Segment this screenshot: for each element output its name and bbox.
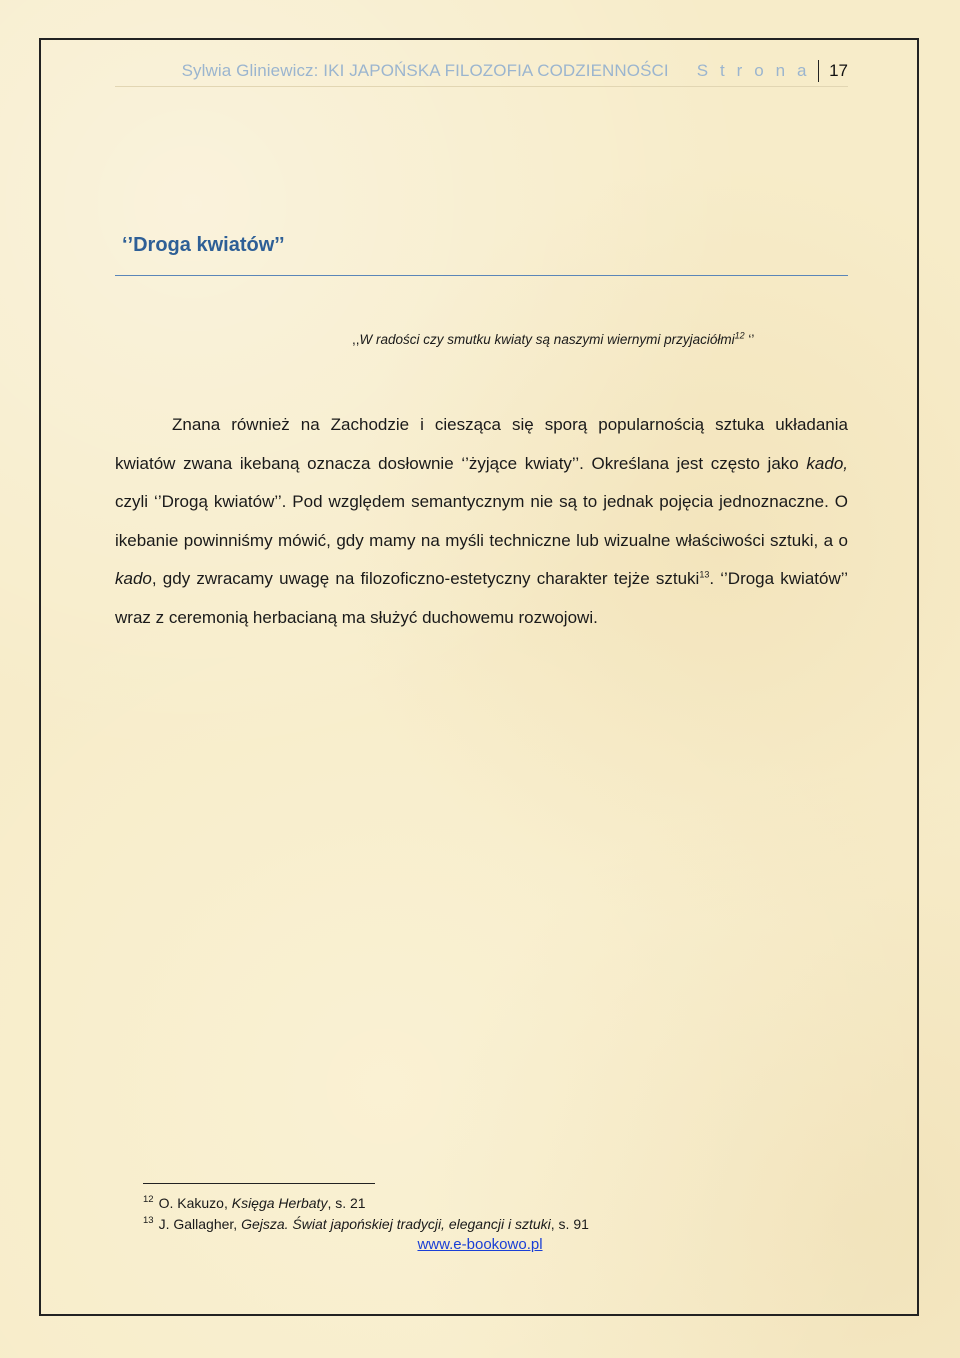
body-text-1: Znana również na Zachodzie i ciesząca się sporą popularnością sztuka układania kwiatów zwana ikebaną oznacza dosłownie ‘’żyjące kwiaty’’. Określana jest często jako	[115, 415, 848, 473]
title-rule	[115, 275, 848, 276]
page-header	[115, 58, 848, 84]
body-paragraph	[115, 406, 848, 637]
footnote-book-title: Gejsza. Świat japońskiej tradycji, elegancji i sztuki	[241, 1216, 551, 1232]
body-text-3: , gdy zwracamy uwagę na filozoficzno-estetyczny charakter tejże sztuki	[151, 569, 700, 588]
footnote-ref-12[interactable]: 12	[734, 330, 745, 341]
term-kado-1: kado,	[806, 453, 848, 473]
footnote-13	[143, 1214, 589, 1235]
page-number: 17	[829, 61, 848, 80]
footnote-number: 13	[143, 1215, 154, 1227]
footnotes	[143, 1193, 589, 1235]
footnote-author: O. Kakuzo,	[158, 1195, 232, 1211]
epigraph-open-quote: ,,	[352, 332, 360, 347]
footer	[0, 1236, 960, 1253]
footnote-number: 12	[143, 1194, 154, 1206]
footnote-rule	[143, 1183, 375, 1184]
epigraph-text: W radości czy smutku kwiaty są naszymi wiernymi przyjaciółmi	[359, 332, 735, 347]
website-link[interactable]: www.e-bookowo.pl	[417, 1236, 543, 1253]
header-rule	[115, 86, 848, 87]
section-title: ‘’Droga kwiatów’’	[122, 234, 285, 256]
page-frame	[39, 38, 919, 1316]
footnote-author: J. Gallagher,	[158, 1216, 242, 1232]
footnote-ref-13[interactable]: 13	[699, 569, 710, 580]
body-text-4: . ‘’Droga kwiatów’’ wraz z ceremonią herbacianą ma służyć duchowemu rozwojowi.	[115, 569, 848, 627]
term-kado-2: kado	[115, 569, 152, 588]
footnote-page: , s. 91	[550, 1216, 589, 1232]
header-separator	[818, 60, 819, 82]
footnote-12	[143, 1193, 589, 1214]
page-label: S t r o n a	[696, 61, 811, 80]
body-text-2: czyli ‘’Drogą kwiatów’’. Pod względem semantycznym nie są to jednak pojęcia jednoznaczne. O ikebanie powinniśmy mówić, gdy mamy na myśli techniczne lub wizualne właściwości sztuki, a o	[115, 492, 848, 550]
epigraph-close-quote: ‘’	[748, 332, 755, 347]
epigraph	[352, 332, 754, 347]
footnote-page: , s. 21	[327, 1195, 366, 1211]
footnote-book-title: Księga Herbaty	[231, 1195, 328, 1211]
running-title: Sylwia Gliniewicz: IKI JAPOŃSKA FILOZOFIA CODZIENNOŚCI	[181, 61, 669, 80]
